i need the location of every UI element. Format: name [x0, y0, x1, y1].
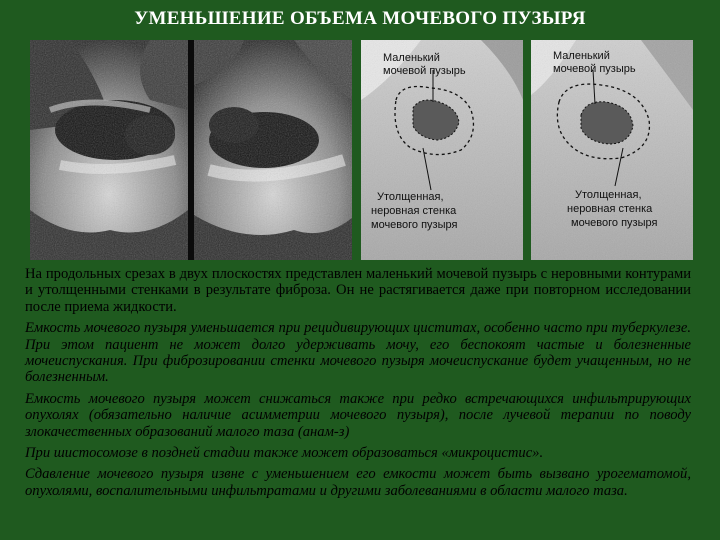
ultrasound-images	[30, 40, 352, 260]
label-wall-2a: Утолщенная,	[575, 189, 642, 201]
ultrasound-scan-2	[194, 40, 352, 260]
paragraph-2: Емкость мочевого пузыря уменьшается при рецидивирующих циститах, особенно часто при туберкулезе. При этом пациент не может долго удерживать мочу, его беспокоят частые и болезненные мочеиспускания. При фиброзировании стенки мочевого пузыря мочеиспускание будет учащенным, но не болезненным.	[25, 320, 691, 386]
label-small-bladder-2a: Маленький	[553, 50, 610, 62]
paragraph-5: Сдавление мочевого пузыря извне с уменьшением его емкости может быть вызвано урогематомой, опухолями, воспалительными инфильтратами и другими заболеваниями в области малого таза.	[25, 466, 691, 499]
description-text	[25, 266, 691, 504]
schematic-panel-2	[531, 40, 693, 260]
schematic-panel-1	[361, 40, 523, 260]
label-small-bladder-1b: мочевой пузырь	[383, 65, 466, 77]
label-wall-2c: мочевого пузыря	[571, 217, 658, 229]
paragraph-3: Емкость мочевого пузыря может снижаться также при редко встречающихся инфильтрирующих опухолях (обязательно наличие асимметрии мочевого пузыря), после лучевой терапии по поводу злокачественных образований малого таза (анам-з)	[25, 390, 691, 440]
label-small-bladder-2b: мочевой пузырь	[553, 63, 636, 75]
label-wall-1c: мочевого пузыря	[371, 219, 458, 231]
page-title: УМЕНЬШЕНИЕ ОБЪЕМА МОЧЕВОГО ПУЗЫРЯ	[134, 8, 586, 29]
label-wall-2b: неровная стенка	[567, 203, 653, 215]
ultrasound-scan-1	[30, 40, 188, 260]
label-small-bladder-1a: Маленький	[383, 52, 440, 64]
schematic-diagrams	[361, 40, 693, 260]
label-wall-1b: неровная стенка	[371, 205, 457, 217]
paragraph-4: При шистосомозе в поздней стадии также может образоваться «микроцистис».	[25, 445, 544, 462]
label-wall-1a: Утолщенная,	[377, 191, 444, 203]
paragraph-1: На продольных срезах в двух плоскостях представлен маленький мочевой пузырь с неровными контурами и утолщенными стенками в результате фиброза. Он не растягивается даже при повторном исследовании после приема жидкости.	[25, 266, 691, 315]
